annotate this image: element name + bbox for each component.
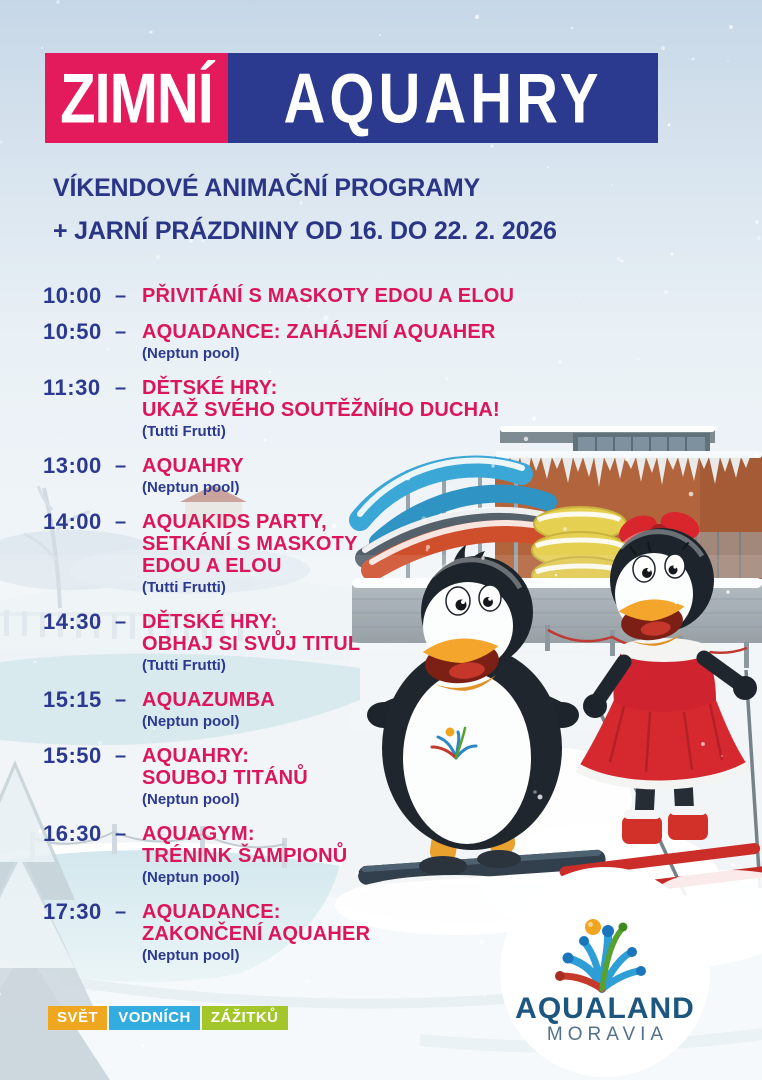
schedule-content [142, 377, 523, 441]
event-title-line: AQUAKIDS PARTY, [142, 511, 327, 533]
schedule-content [142, 901, 523, 965]
event-location: (Tutti Frutti) [142, 657, 226, 674]
event-title-line: DĚTSKÉ HRY: [142, 611, 278, 633]
event-title-line: AQUAGYM: [142, 823, 255, 845]
schedule-content [142, 611, 523, 675]
event-title-line: AQUAHRY [142, 455, 244, 477]
schedule-dash: – [115, 611, 127, 633]
schedule-content [142, 511, 523, 597]
schedule-item [43, 745, 523, 809]
event-location: (Tutti Frutti) [142, 579, 226, 596]
schedule-item [43, 689, 523, 731]
schedule-time: 17:30 [43, 899, 102, 924]
schedule-time: 13:00 [43, 453, 102, 478]
logo-region: MORAVIA [546, 1024, 669, 1045]
badge-strip [48, 1006, 288, 1030]
event-title-line: OBHAJ SI SVŮJ TITUL [142, 633, 361, 655]
subtitle [53, 172, 557, 258]
schedule-content [142, 285, 523, 307]
splash-icon [542, 905, 668, 993]
schedule-content [142, 823, 523, 887]
schedule-time: 14:00 [43, 509, 102, 534]
event-location: (Neptun pool) [142, 947, 240, 964]
event-title-line: AQUAZUMBA [142, 689, 275, 711]
schedule-item [43, 377, 523, 441]
title-word-zimni: ZIMNÍ [60, 58, 213, 138]
schedule-item [43, 511, 523, 597]
schedule-dash: – [115, 285, 127, 307]
subtitle-line-1: VÍKENDOVÉ ANIMAČNÍ PROGRAMY [53, 174, 481, 202]
event-schedule [43, 285, 523, 979]
event-title-line: AQUADANCE: ZAHÁJENÍ AQUAHER [142, 321, 496, 343]
event-title-line: PŘIVITÁNÍ S MASKOTY EDOU A ELOU [142, 285, 515, 307]
schedule-time: 11:30 [43, 375, 101, 400]
badge: VODNÍCH [109, 1006, 200, 1030]
event-title-line: AQUADANCE: [142, 901, 281, 923]
event-location: (Neptun pool) [142, 479, 240, 496]
schedule-time: 10:50 [43, 319, 102, 344]
schedule-content [142, 321, 523, 363]
event-title-line: DĚTSKÉ HRY: [142, 377, 278, 399]
schedule-item [43, 611, 523, 675]
schedule-item [43, 901, 523, 965]
schedule-dash: – [115, 689, 127, 711]
schedule-dash: – [115, 321, 127, 343]
event-location: (Tutti Frutti) [142, 423, 226, 440]
event-title-line: AQUAHRY: [142, 745, 250, 767]
schedule-dash: – [115, 823, 127, 845]
event-location: (Neptun pool) [142, 791, 240, 808]
schedule-content [142, 745, 523, 809]
badge: ZÁŽITKŮ [202, 1006, 288, 1030]
schedule-time: 14:30 [43, 609, 102, 634]
schedule-dash: – [115, 377, 127, 399]
event-title-line: SETKÁNÍ S MASKOTY [142, 533, 358, 555]
title-word-zimni-box [45, 53, 228, 143]
schedule-content [142, 455, 523, 497]
schedule-dash: – [115, 901, 127, 923]
schedule-time: 15:15 [43, 687, 102, 712]
schedule-time: 10:00 [43, 283, 102, 308]
poster-title [45, 53, 658, 143]
schedule-time: 15:50 [43, 743, 102, 768]
event-location: (Neptun pool) [142, 345, 240, 362]
schedule-item [43, 823, 523, 887]
aqualand-logo [500, 867, 710, 1077]
title-word-aquahry: AQUAHRY [283, 58, 603, 138]
event-title-line: TRÉNINK ŠAMPIONŮ [142, 845, 348, 867]
logo-name: AQUALAND [515, 992, 695, 1025]
event-title-line: SOUBOJ TITÁNŮ [142, 767, 308, 789]
schedule-dash: – [115, 455, 127, 477]
subtitle-line-2: + JARNÍ PRÁZDNINY OD 16. DO 22. 2. 2026 [53, 217, 557, 245]
schedule-item [43, 285, 523, 307]
schedule-time: 16:30 [43, 821, 102, 846]
event-location: (Neptun pool) [142, 869, 240, 886]
title-word-aquahry-box [228, 53, 658, 143]
schedule-dash: – [115, 511, 127, 533]
badge: SVĚT [48, 1006, 107, 1030]
event-title-line: UKAŽ SVÉHO SOUTĚŽNÍHO DUCHA! [142, 399, 500, 421]
schedule-content [142, 689, 523, 731]
event-location: (Neptun pool) [142, 713, 240, 730]
event-title-line: ZAKONČENÍ AQUAHER [142, 923, 371, 945]
event-title-line: EDOU A ELOU [142, 555, 282, 577]
schedule-item [43, 321, 523, 363]
schedule-item [43, 455, 523, 497]
schedule-dash: – [115, 745, 127, 767]
